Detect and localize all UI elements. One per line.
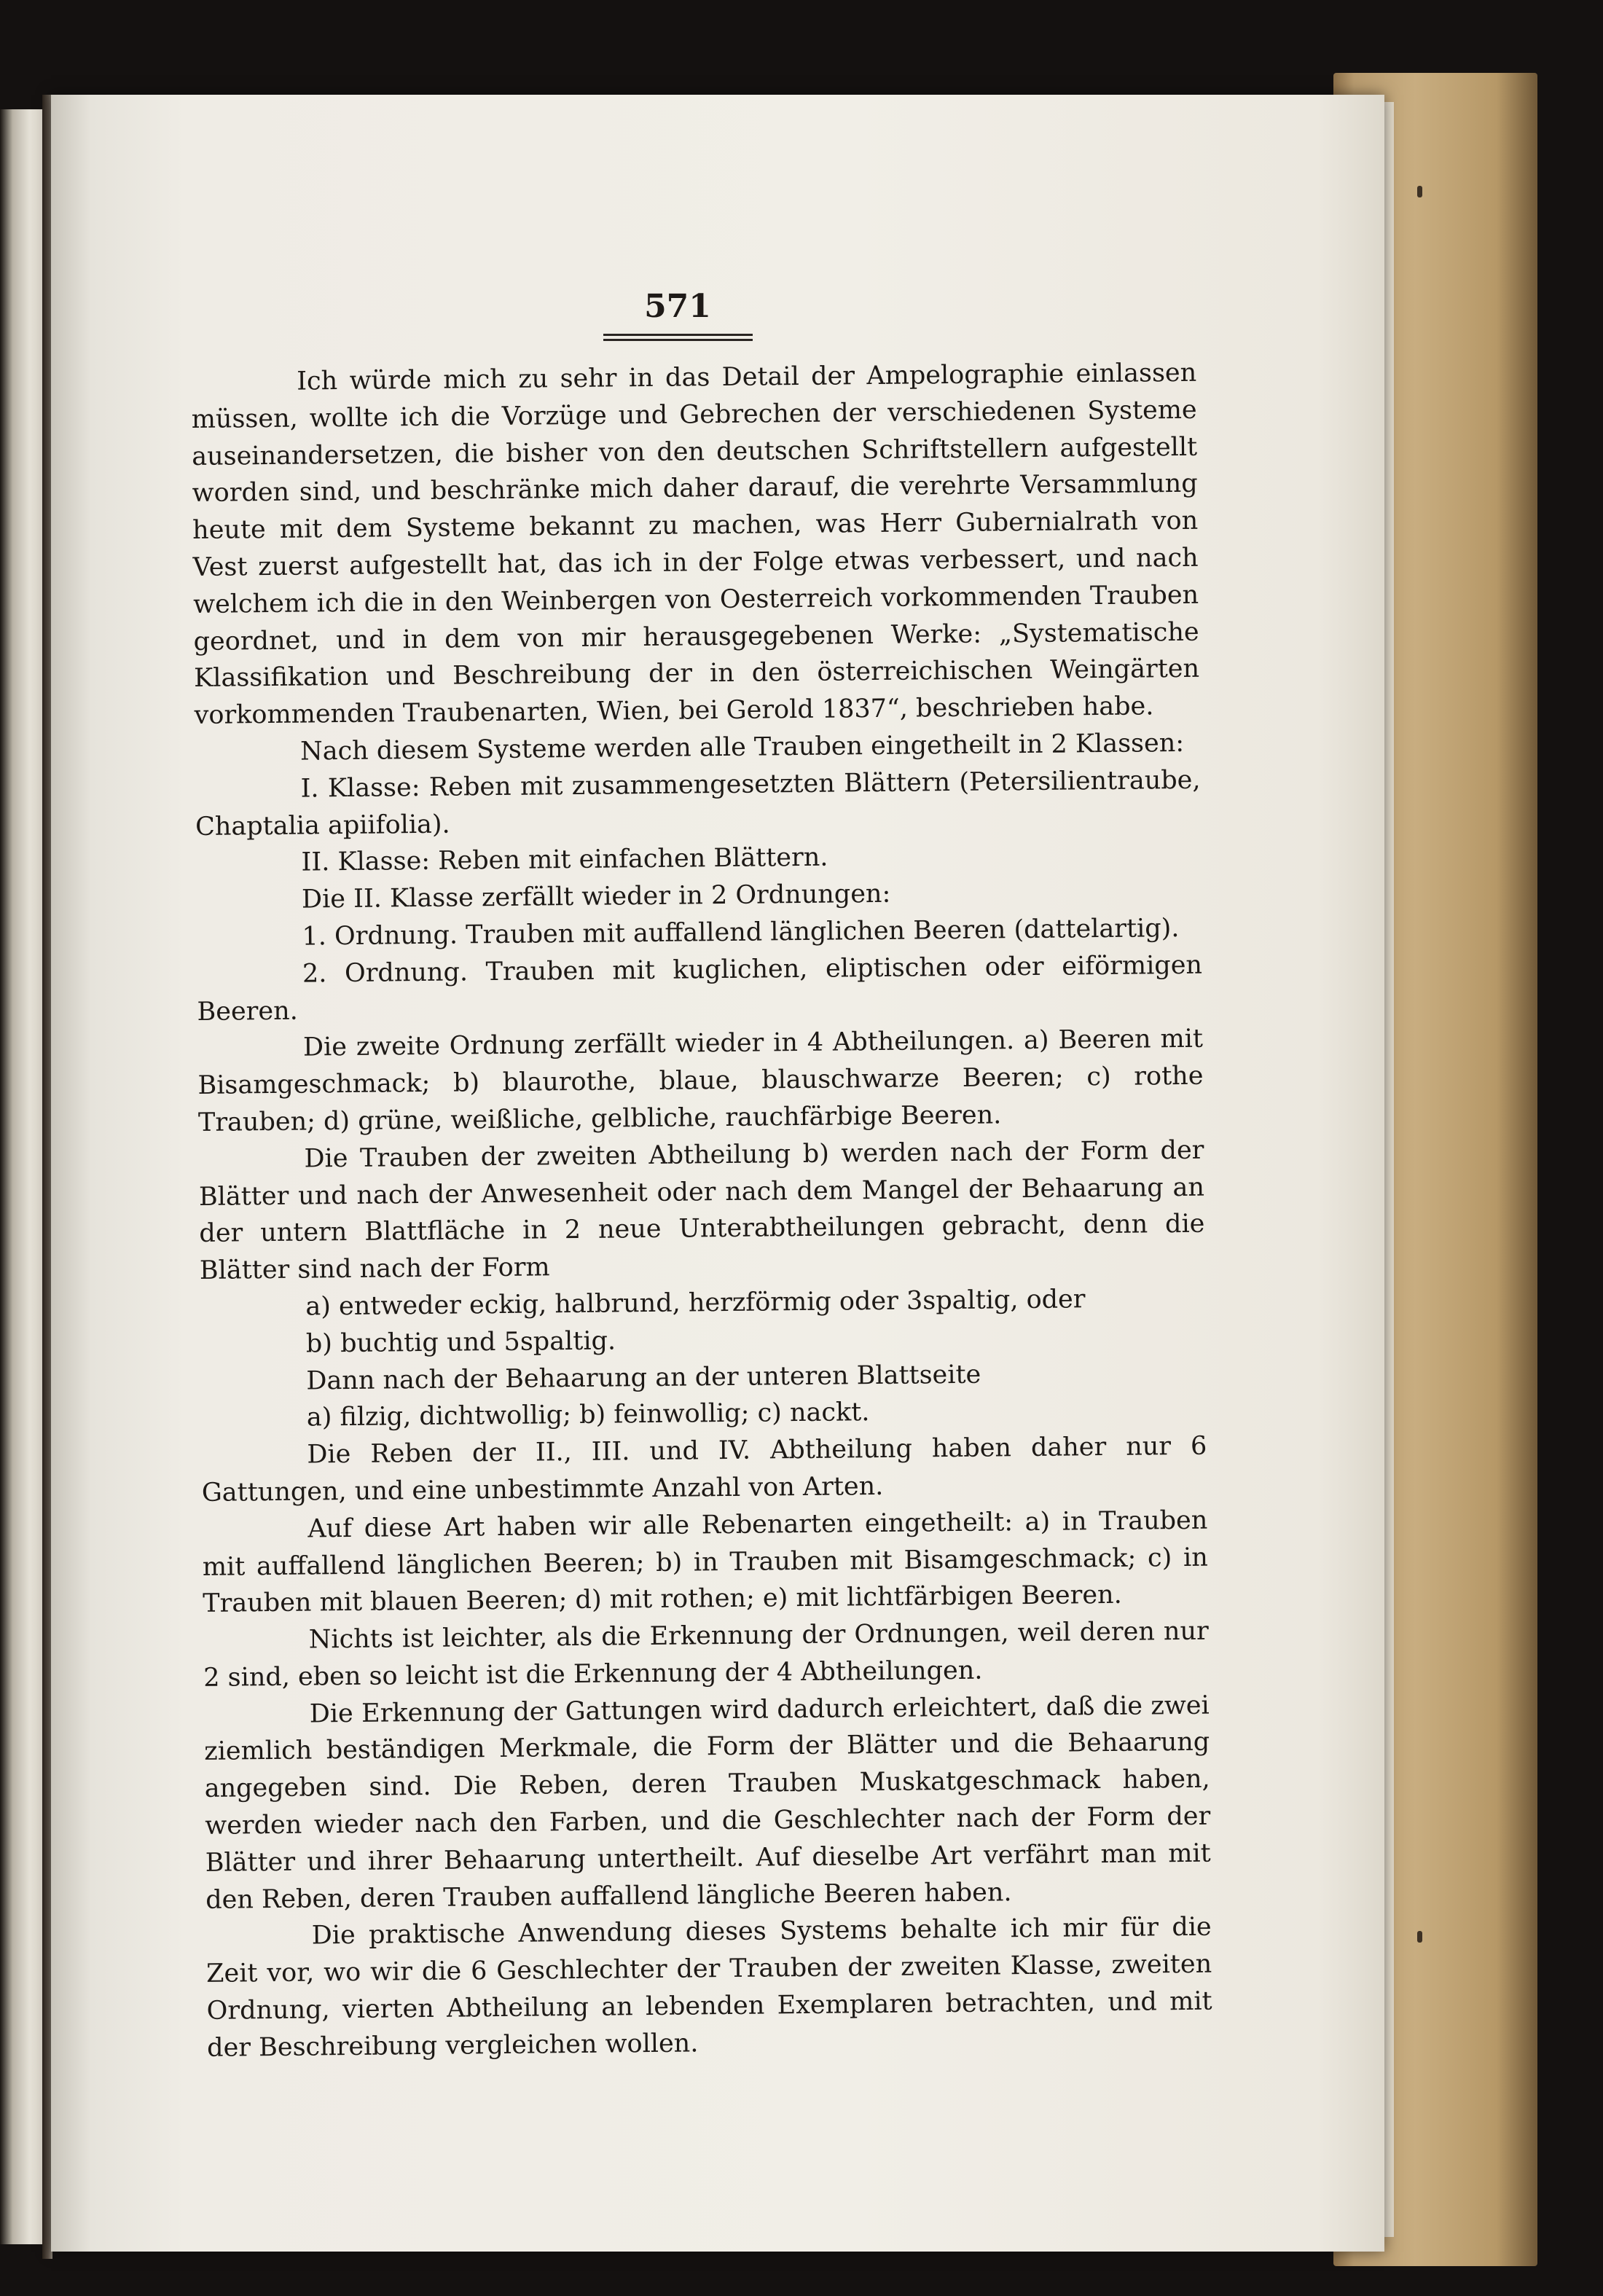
paragraph: Die II. Klasse zerfällt wieder in 2 Ordnungen: <box>301 879 891 914</box>
page-number-rule-bottom <box>603 339 753 341</box>
paragraph: a) filzig, dichtwollig; b) feinwollig; c) nackt. <box>306 1398 870 1433</box>
paragraph: Nichts ist leichter, als die Erkennung der Ordnungen, weil deren nur 2 sind, eben so leicht ist die Erkennung der 4 Abtheilungen. <box>203 1616 1209 1693</box>
paragraph: 1. Ordnung. Trauben mit auffallend länglichen Beeren (dattelartig). <box>302 913 1180 952</box>
paragraph: a) entweder eckig, halbrund, herzförmig oder 3spaltig, oder <box>305 1285 1086 1322</box>
paragraph: Die Reben der II., III. und IV. Abtheilung haben daher nur 6 Gattungen, und eine unbestimmte Anzahl von Arten. <box>201 1431 1207 1508</box>
paragraph: b) buchtig und 5spaltig. <box>305 1326 616 1359</box>
paragraph: Nach diesem Systeme werden alle Trauben eingetheilt in 2 Klassen: <box>299 728 1185 767</box>
paragraph: Die Erkennung der Gattungen wird dadurch erleichtert, daß die zwei ziemlich beständigen Merkmale, die Form der Blätter und die Behaarung angegeben sind. Die Reben, deren Trauben Muskatgeschmack haben, werden wieder nach den Farben, und die Geschlechter nach der Form der Blätter und ihrer Behaarung untertheilt. Auf dieselbe Art verfährt man mit den Reben, deren Trauben auffallend längliche Beeren haben. <box>204 1690 1211 1915</box>
page-number: 571 <box>644 288 711 325</box>
paragraph: Die zweite Ordnung zerfällt wieder in 4 Abtheilungen. a) Beeren mit Bisamgeschmack; b) blaurothe, blaue, blauschwarze Beeren; c) rothe Trauben; d) grüne, weißliche, gelbliche, rauchfärbige Beeren. <box>197 1024 1204 1137</box>
body-text <box>191 355 1212 2067</box>
paragraph: I. Klasse: Reben mit zusammengesetzten Blättern (Petersilientraube, Chaptalia apiifolia). <box>195 765 1201 842</box>
previous-page-edge <box>0 109 42 2244</box>
paragraph: Auf diese Art haben wir alle Rebenarten eingetheilt: a) in Trauben mit auffallend länglichen Beeren; b) in Trauben mit Bisamgeschmack; c) in Trauben mit blauen Beeren; d) mit rothen; e) mit lichtfärbigen Beeren. <box>202 1505 1208 1619</box>
paragraph: Ich würde mich zu sehr in das Detail der Ampelographie einlassen müssen, wollte ich die Vorzüge und Gebrechen der verschiedenen Systeme auseinandersetzen, die bisher von den deutschen Schriftstellern aufgestellt worden sind, und beschränke mich daher darauf, die verehrte Versammlung heute mit dem Systeme bekannt zu machen, was Herr Gubernialrath von Vest zuerst aufgestellt hat, das ich in der Folge etwas verbessert, und nach welchem ich die in den Weinbergen von Oesterreich vorkommenden Trauben geordnet, und in dem von mir herausgegebenen Werke: „Systematische Klassifikation und Beschreibung der in den österreichischen Weingärten vorkommenden Traubenarten, Wien, bei Gerold 1837“, beschrieben habe. <box>191 358 1200 731</box>
paragraph: Die praktische Anwendung dieses Systems behalte ich mir für die Zeit vor, wo wir die 6 Geschlechter der Trauben der zweiten Klasse, zweiten Ordnung, vierten Abtheilung an lebenden Exemplaren betrachten, und mit der Beschreibung vergleichen wollen. <box>206 1913 1212 2063</box>
paragraph: II. Klasse: Reben mit einfachen Blättern. <box>301 842 828 877</box>
paragraph: Dann nach der Behaarung an der unteren Blattseite <box>306 1360 981 1396</box>
paragraph: Die Trauben der zweiten Abtheilung b) werden nach der Form der Blätter und nach der Anwesenheit oder nach dem Mangel der Behaarung an der untern Blattfläche in 2 neue Unterabtheilungen gebracht, denn die Blätter sind nach der Form <box>198 1135 1205 1286</box>
paragraph: 2. Ordnung. Trauben mit kuglichen, eliptischen oder eiförmigen Beeren. <box>197 950 1203 1027</box>
page-number-rule-top <box>603 334 753 336</box>
stitch-mark <box>1417 1931 1422 1943</box>
stitch-mark <box>1417 186 1422 197</box>
